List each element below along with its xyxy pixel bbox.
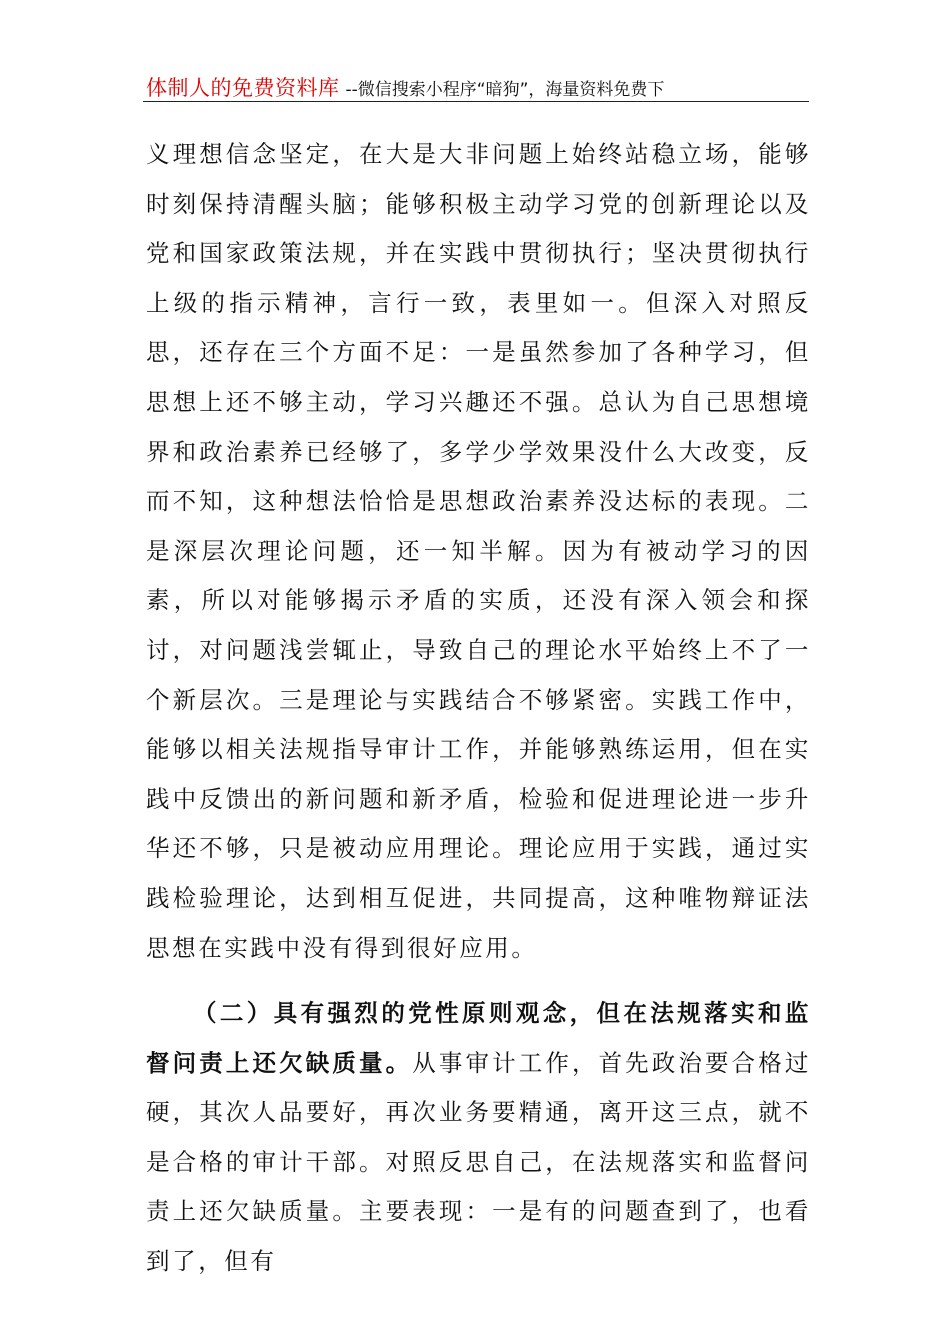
paragraph-1 [146, 130, 811, 973]
section-heading: （二）具有强烈的党性原则观念，但在法规落实和监督问责上还欠缺质量。 [146, 999, 811, 1077]
paragraph-2 [146, 989, 811, 1287]
header-brand: 体制人的免费资料库 [146, 76, 340, 100]
paragraph-1-text: 义理想信念坚定，在大是大非问题上始终站稳立场，能够时刻保持清醒头脑；能够积极主动学习党的创新理论以及党和国家政策法规，并在实践中贯彻执行；坚决贯彻执行上级的指示精神，言行一致，表里如一。但深入对照反思，还存在三个方面不足：一是虽然参加了各种学习，但思想上还不够主动，学习兴趣还不强。总认为自己思想境界和政治素养已经够了，多学少学效果没什么大改变，反而不知，这种想法恰恰是思想政治素养没达标的表现。二是深层次理论问题，还一知半解。因为有被动学习的因素，所以对能够揭示矛盾的实质，还没有深入领会和探讨，对问题浅尝辄止，导致自己的理论水平始终上不了一个新层次。三是理论与实践结合不够紧密。实践工作中，能够以相关法规指导审计工作，并能够熟练运用，但在实践中反馈出的新问题和新矛盾，检验和促进理论进一步升华还不够，只是被动应用理论。理论应用于实践，通过实践检验理论，达到相互促进，共同提高，这种唯物辩证法思想在实践中没有得到很好应用。 [146, 140, 811, 962]
header-divider [143, 101, 809, 102]
paragraph-2-text: 从事审计工作，首先政治要合格过硬，其次人品要好，再次业务要精通，离开这三点，就不是合格的审计干部。对照反思自己，在法规落实和监督问责上还欠缺质量。主要表现：一是有的问题查到了，也看到了，但有 [146, 1048, 812, 1276]
header-slogan: --微信搜索小程序“暗狗”，海量资料免费下 [345, 80, 665, 100]
document-body [146, 130, 811, 1287]
page-header [146, 72, 808, 102]
